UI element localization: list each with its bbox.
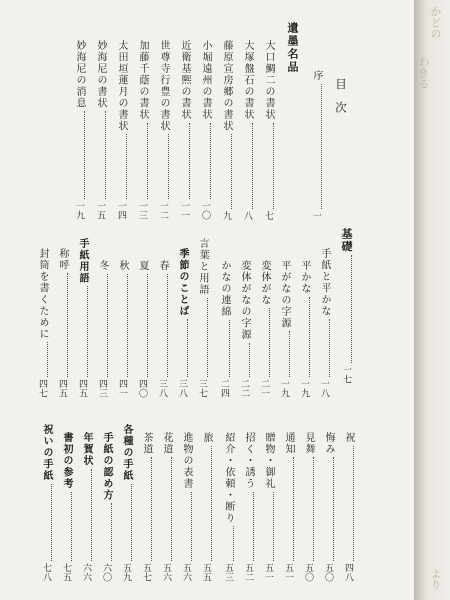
toc-entry: 大口鯛二の書状 七 (263, 40, 274, 220)
toc-entry: 世尊寺行豊の書状 一二 (158, 40, 169, 220)
leader-dots (157, 134, 169, 199)
toc-entry: 藤原宣房郷の書状 九 (221, 40, 232, 220)
leader-dots (116, 274, 128, 378)
toc-entry: 年賀状 六六 (81, 432, 92, 582)
toc-entry: 加藤千蔭の書状 一三 (137, 40, 148, 220)
toc-entry: 近衛基熈の書状 一一 (179, 40, 190, 220)
leader-dots (36, 342, 48, 377)
leader-dots (278, 331, 290, 377)
leader-dots (156, 274, 168, 378)
leader-dots (262, 123, 274, 209)
toc-entry: 季節のことば 三八 (177, 248, 188, 398)
preface-label: 序 (311, 70, 322, 82)
leader-dots (220, 134, 232, 209)
toc-entry: 招く・誘う 五二 (243, 432, 254, 582)
toc-entry: 春 三八 (157, 260, 168, 398)
toc-entry: 祝 四八 (343, 432, 354, 582)
leader-dots (73, 111, 85, 199)
leader-dots (340, 255, 352, 363)
toc-entry: 各種の手紙 五九 (121, 424, 132, 582)
leader-dots (160, 457, 172, 561)
contents-title: 目次 (334, 78, 348, 125)
next-page-edge (414, 0, 450, 600)
leader-dots (298, 297, 310, 378)
toc-entry: 手紙と平かな 一八 (319, 248, 330, 398)
leader-dots (222, 526, 234, 561)
leader-dots (80, 469, 92, 562)
preface-page: 一 (311, 210, 321, 220)
toc-entry: 称呼 四五 (57, 248, 68, 398)
toc-entry: 贈物・御礼 五一 (263, 432, 274, 582)
leader-dots (282, 457, 294, 561)
leader-dots (262, 492, 274, 562)
leader-dots (140, 457, 152, 561)
bleed-text-top2: わきる (417, 56, 430, 89)
toc-entry: 小堀遠州の書状 一〇 (200, 40, 211, 220)
toc-entry: 妙海尼の消息 一九 (74, 40, 85, 220)
toc-entry: 平かな 一九 (299, 260, 310, 398)
leader-dots (218, 320, 230, 378)
leader-dots (322, 457, 334, 561)
toc-entry: 茶道 五七 (141, 432, 152, 582)
toc-entry: 手紙の認め方 六〇 (101, 432, 112, 582)
toc-entry: 旅 五五 (201, 432, 212, 582)
leader-dots (76, 286, 88, 377)
toc-entry: 秋 四一 (117, 260, 128, 398)
toc-entry: 冬 四三 (97, 260, 108, 398)
toc-entry: 変体がなの字源 二二 (239, 260, 250, 398)
toc-entry: 進物の表書 五六 (181, 432, 192, 582)
toc-entry: 言葉と用語 三七 (197, 238, 208, 398)
toc-entry: 悔み 五〇 (323, 432, 334, 582)
leader-dots (196, 298, 208, 378)
leader-dots (180, 492, 192, 562)
leader-dots (242, 492, 254, 562)
leader-dots (200, 446, 212, 562)
toc-entry: 書初の参考 七五 (61, 432, 72, 582)
leader-dots (115, 134, 127, 199)
leader-dots (94, 111, 106, 199)
toc-entry: 平がなの字源 一九 (279, 260, 290, 398)
leader-dots (178, 123, 190, 200)
leader-dots (56, 273, 68, 377)
toc-entry: 見舞 五〇 (303, 432, 314, 582)
leader-dots (176, 319, 188, 377)
leader-dots (310, 84, 322, 209)
leader-dots (40, 484, 52, 562)
toc-entry: 変体がな 二一 (259, 260, 270, 398)
bleed-text-bottom: より (429, 568, 442, 590)
toc-entry: 紹介・依頼・断り 五三 (223, 432, 234, 582)
toc-entry: 夏 四〇 (137, 260, 148, 398)
preface-entry (310, 70, 322, 220)
leader-dots (318, 319, 330, 377)
leader-dots (241, 123, 253, 209)
toc-entry: 花道 五六 (161, 432, 172, 582)
leader-dots (258, 308, 270, 377)
toc-entry: 封筒を書くために 四七 (37, 248, 48, 398)
leader-dots (136, 274, 148, 378)
bleed-text-top: かどの (429, 6, 442, 39)
toc-entry: 通知 五一 (283, 432, 294, 582)
toc-entry: 大塚盤石の書状 八 (242, 40, 253, 220)
section2-heading: 基礎 一七 (340, 228, 353, 384)
leader-dots (342, 446, 354, 562)
leader-dots (199, 123, 211, 200)
leader-dots (238, 343, 250, 378)
leader-dots (136, 123, 148, 200)
leader-dots (96, 274, 108, 378)
leader-dots (120, 484, 132, 562)
leader-dots (302, 457, 314, 561)
leader-dots (60, 492, 72, 562)
leader-dots (100, 503, 112, 561)
toc-entry: かなの連綿 二四 (219, 260, 230, 398)
toc-entry: 妙海尼の書状 一五 (95, 40, 106, 220)
toc-entry: 祝いの手紙 七八 (41, 424, 52, 582)
toc-entry: 手紙用語 四五 (77, 238, 88, 398)
section1-heading: 遺墨名品 (286, 22, 299, 74)
toc-entry: 太田垣蓮月の書状 一四 (116, 40, 127, 220)
